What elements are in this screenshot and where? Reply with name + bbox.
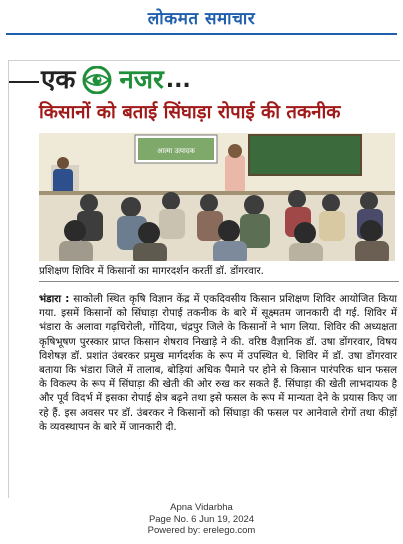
article-photo (39, 133, 395, 261)
board-label: आत्मा उत्पादक (157, 147, 195, 155)
masthead (0, 0, 403, 44)
article-body-text: साकोली स्थित कृषि विज्ञान केंद्र में एकदिवसीय किसान प्रशिक्षण शिविर आयोजित किया गया. इसमें किसानों को सिंघाड़ा रोपाई तकनीक के बारे में सूक्ष्मतम जानकारी दी गई. शिविर में भंडारा के अलावा गढ़चिरोली, गोंदिया, चंद्रपुर जिले के किसानों ने भाग लिया. शिविर की अध्यक्षता कृषिभूषण पुरस्कार प्राप्त किसान शेषराव निखाड़े ने की. वरिष्ठ वैज्ञानिक डॉ. उषा डोंगरवार, विषय विशेषज्ञ डॉ. प्रशांत उंबरकर प्रमुख मार्गदर्शक के रूप में उपस्थित थे. शिविर में डॉ. उषा डोंगरवार बताया कि भंडारा जिले में तालाब, बोड़ियां अधिक पैमाने पर होने से किसान पारंपरिक धान फसल के विकल्प के रूप में सिंघाड़ा की खेती की ओर रुख कर सकते हैं. सिंघाड़ा की खेती लाभदायक है और पूर्व विदर्भ में इसका रोपाई क्षेत्र बढ़ने तथा इसे फसल के रूप में मान्यता देने के प्रयास किए जा रहे हैं. इस अवसर पर डॉ. उंबरकर ने किसानों को सिंघाड़ा की फसल पर आनेवाले रोगों तथा कीड़ों के व्यवस्थापन के बारे में जानकारी दी. (39, 294, 397, 433)
badge-rule (9, 81, 39, 83)
newspaper-title: लोकमत समाचार (147, 9, 256, 29)
news-article (8, 60, 400, 498)
eye-icon (77, 66, 117, 94)
classroom-photo (39, 133, 395, 261)
article-headline: किसानों को बताई सिंघाड़ा रोपाई की तकनीक (39, 102, 341, 123)
photo-caption: प्रशिक्षण शिविर में किसानों का मागरदर्शन करतीं डॉ. डोंगरवार. (39, 266, 264, 277)
footer-page-date: Page No. 6 Jun 19, 2024 (148, 513, 255, 525)
caption-divider (39, 281, 399, 282)
page-footer (0, 502, 403, 537)
footer-powered-by: Powered by: erelego.com (147, 525, 256, 536)
footer-edition: Apna Vidarbha (170, 502, 233, 513)
masthead-divider (6, 33, 397, 35)
badge-word-najar: नजर (119, 65, 164, 95)
article-body (39, 293, 397, 435)
dateline: भंडारा : (39, 294, 70, 305)
section-badge (41, 65, 191, 95)
badge-word-ek: एक (41, 65, 76, 95)
badge-ellipsis: ... (165, 67, 191, 93)
